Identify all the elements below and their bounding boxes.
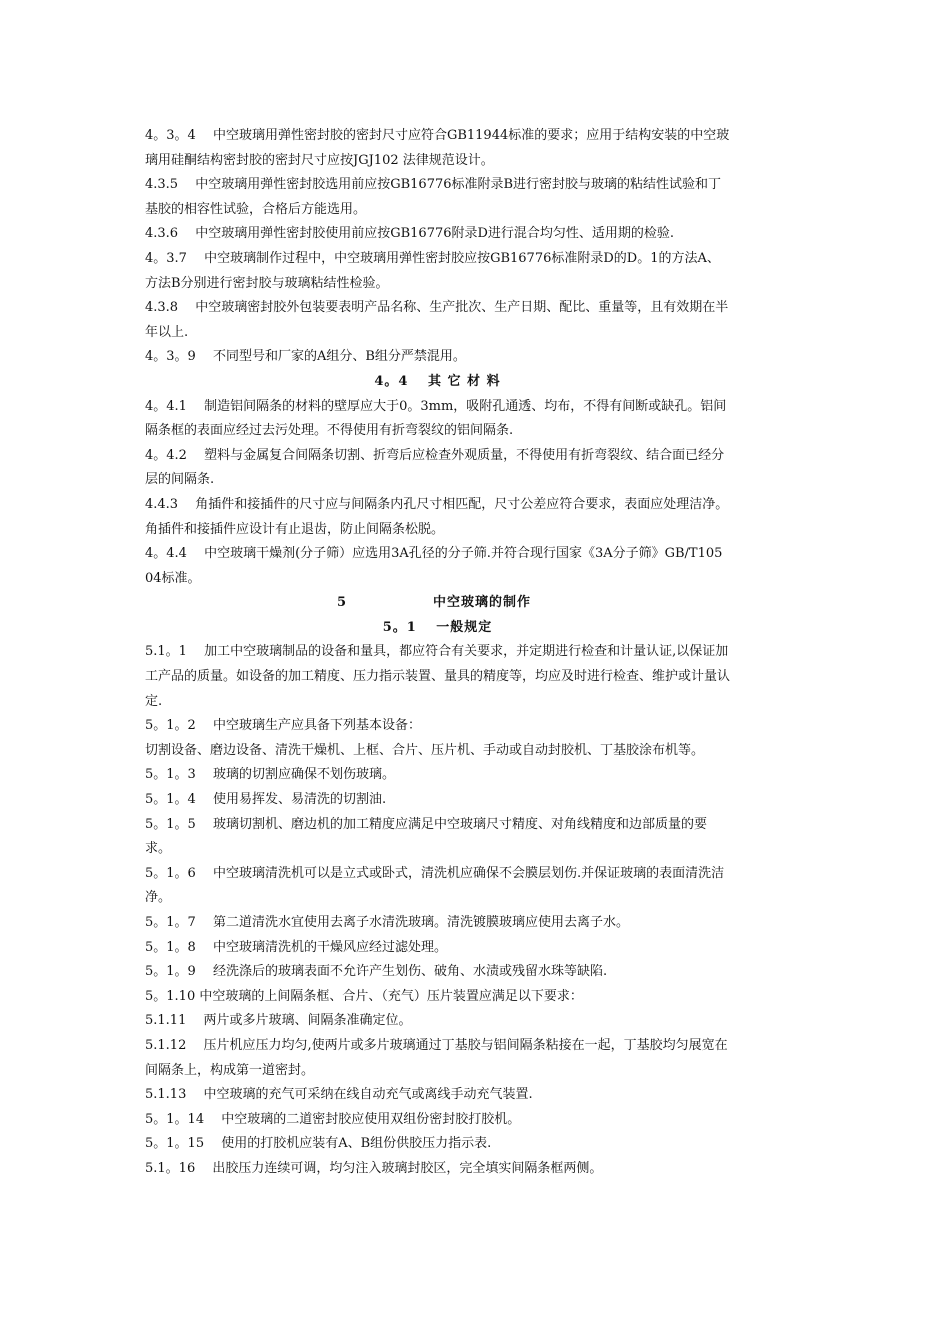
section-heading-5-1: 5。1 一般规定 <box>382 619 493 635</box>
clause-4-3-5: 4.3.5 中空玻璃用弹性密封胶选用前应按GB16776标准附录B进行密封胶与玻璃的粘结性试验和丁基胶的相容性试验，合格后方能选用。 <box>145 177 722 217</box>
clause-4-4-4: 4。4.4 中空玻璃干燥剂(分子筛）应选用3A孔径的分子筛.并符合现行国家《3A分子筛》GB/T10504标准。 <box>145 546 723 586</box>
clause-5-1-16: 5.1。16 出胶压力连续可调，均匀注入玻璃封胶区，完全填实间隔条框两侧。 <box>145 1160 603 1176</box>
clause-5-1-8: 5。1。8 中空玻璃清洗机的干燥风应经过滤处理。 <box>145 939 447 955</box>
clause-5-1-7: 5。1。7 第二道清洗水宜使用去离子水清洗玻璃。清洗镀膜玻璃应使用去离子水。 <box>145 915 629 930</box>
clause-4-4-1: 4。4.1 制造铝间隔条的材料的壁厚应大于0。3mm，吸附孔通透、均布，不得有间断或缺孔。铝间隔条框的表面应经过去污处理。不得使用有折弯裂纹的铝间隔条. <box>145 398 727 439</box>
chapter-title: 中空玻璃的制作 <box>433 595 532 611</box>
clause-4-4-3: 4.4.3 角插件和接插件的尺寸应与间隔条内孔尺寸相匹配，尺寸公差应符合要求，表面应处理洁净。角插件和接插件应设计有止退齿，防止间隔条松脱。 <box>145 496 729 537</box>
clause-5-1-6: 5。1。6 中空玻璃清洗机可以是立式或卧式，清洗机应确保不会膜层划伤.并保证玻璃的表面清洗洁净。 <box>145 865 725 906</box>
clause-4-3-6: 4.3.6 中空玻璃用弹性密封胶使用前应按GB16776附录D进行混合均匀性、适用期的检验. <box>145 226 675 242</box>
clause-5-1-15: 5。1。15 使用的打胶机应装有A、B组份供胶压力指示表. <box>145 1136 492 1152</box>
clause-5-1-5: 5。1。5 玻璃切割机、磨边机的加工精度应满足中空玻璃尺寸精度、对角线精度和边部质量的要求。 <box>145 816 707 857</box>
clause-5-1-14: 5。1。14 中空玻璃的二道密封胶应使用双组份密封胶打胶机。 <box>145 1111 521 1127</box>
clause-5-1-12: 5.1.12 压片机应压力均匀,使两片或多片玻璃通过丁基胶与铝间隔条粘接在一起，丁基胶均匀展宽在间隔条上，构成第一道密封。 <box>145 1037 728 1078</box>
clause-4-3-7: 4。3.7 中空玻璃制作过程中，中空玻璃用弹性密封胶应按GB16776标准附录D的D。1的方法A、方法B分别进行密封胶与玻璃粘结性检验。 <box>145 250 720 291</box>
clause-5-1-3: 5。1。3 玻璃的切割应确保不划伤玻璃。 <box>145 767 395 783</box>
clause-4-4-2: 4。4.2 塑料与金属复合间隔条切割、折弯后应检查外观质量，不得使用有折弯裂纹、结合面已经分层的间隔条. <box>145 447 725 488</box>
clause-5-1-1: 5.1。1 加工中空玻璃制品的设备和量具，都应符合有关要求，并定期进行检查和计量认证,以保证加工产品的质量。如设备的加工精度、压力指示装置、量具的精度等，均应及时进行检查、维护或计量认定. <box>145 644 731 709</box>
clause-5-1-4: 5。1。4 使用易挥发、易清洗的切割油. <box>145 792 387 808</box>
clause-4-3-9: 4。3。9 不同型号和厂家的A组分、B组分严禁混用。 <box>145 349 466 365</box>
document-body <box>145 124 730 1182</box>
clause-5-1-9: 5。1。9 经洗涤后的玻璃表面不允许产生划伤、破角、水渍或残留水珠等缺陷. <box>145 964 608 980</box>
chapter-number: 5 <box>337 595 348 611</box>
clause-5-1-13: 5.1.13 中空玻璃的充气可采纳在线自动充气或离线手动充气装置. <box>145 1087 533 1103</box>
clause-5-1-2: 5。1。2 中空玻璃生产应具备下列基本设备： <box>145 718 421 734</box>
section-heading-4-4: 4。4 其 它 材 料 <box>374 373 501 389</box>
clause-4-3-8: 4.3.8 中空玻璃密封胶外包装要表明产品名称、生产批次、生产日期、配比、重量等，且有效期在半年以上. <box>145 300 729 340</box>
equipment-list: 切割设备、磨边设备、清洗干燥机、上框、合片、压片机、手动或自动封胶机、丁基胶涂布机等。 <box>145 742 705 758</box>
clause-5-1-11: 5.1.11 两片或多片玻璃、间隔条准确定位。 <box>145 1013 412 1029</box>
clause-4-3-4: 4。3。4 中空玻璃用弹性密封胶的密封尺寸应符合GB11944标准的要求；应用于结构安装的中空玻璃用硅酮结构密封胶的密封尺寸应按JGJ102 法律规范设计。 <box>145 128 730 168</box>
chapter-heading-5 <box>145 591 730 616</box>
clause-5-1-10: 5。1.10 中空玻璃的上间隔条框、合片、（充气）压片装置应满足以下要求： <box>145 988 583 1004</box>
